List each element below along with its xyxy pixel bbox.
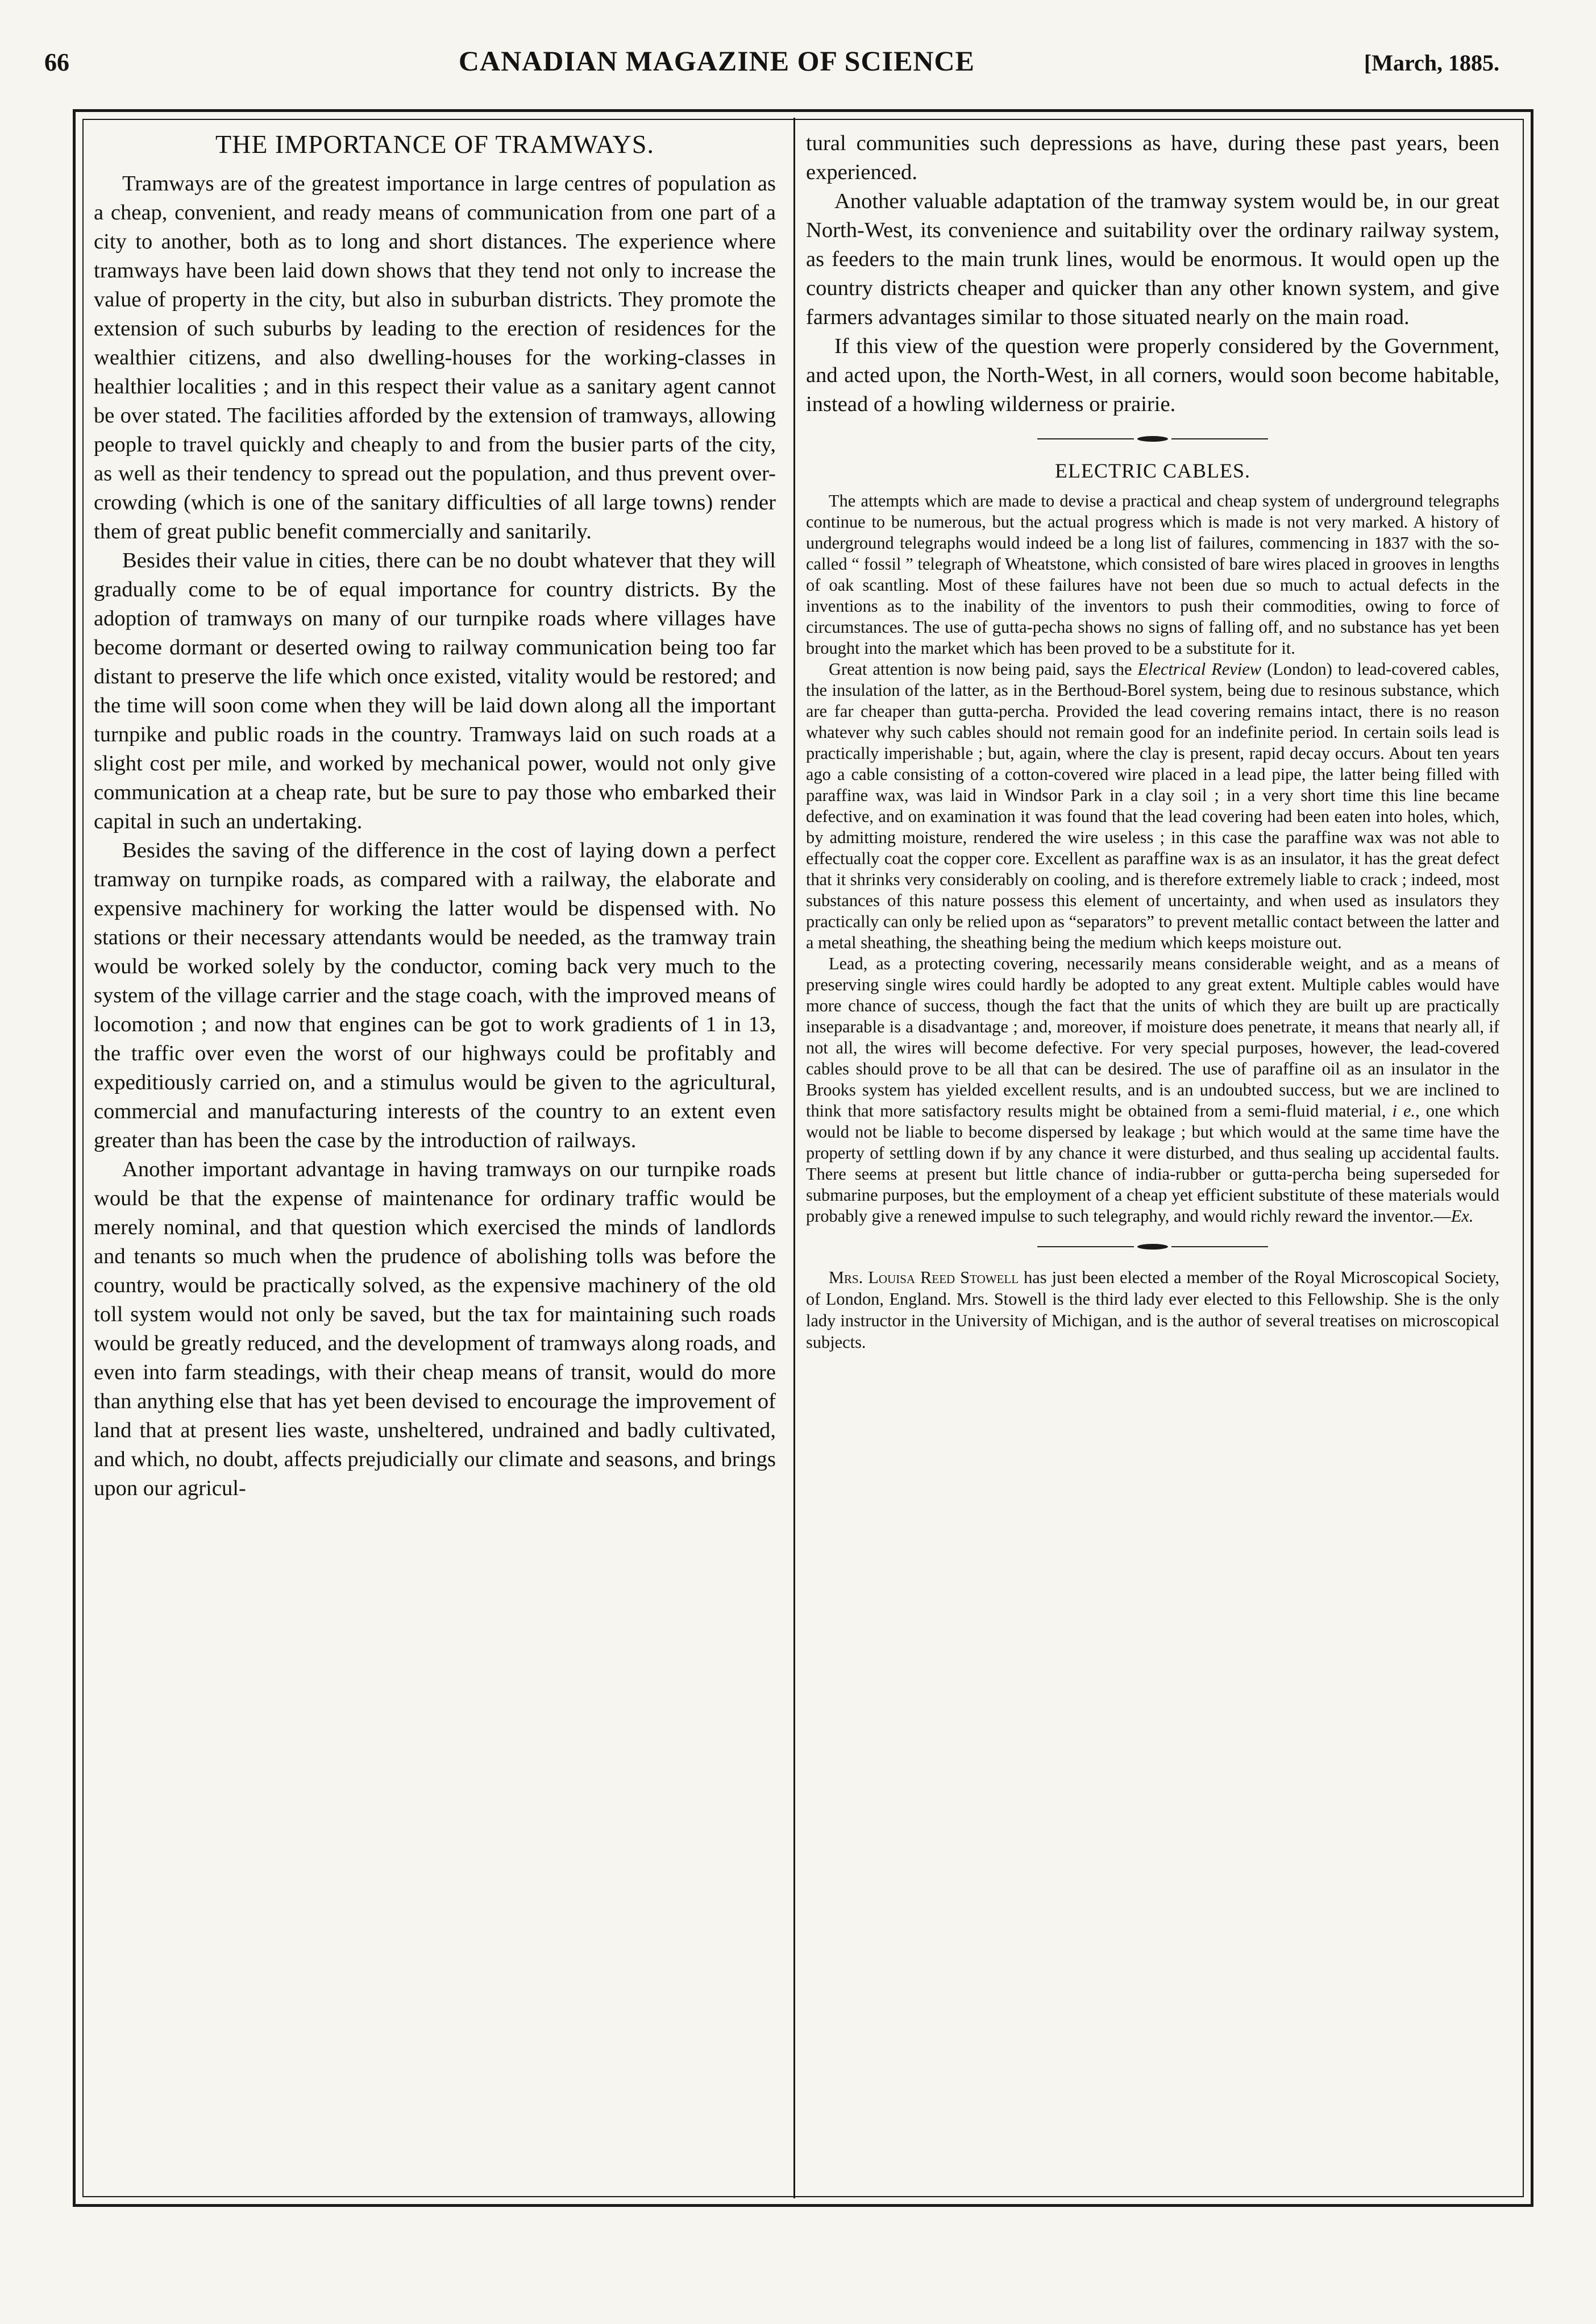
article-title-tramways: THE IMPORTANCE OF TRAMWAYS. (215, 130, 654, 159)
tramways-paragraph-3: Besides the saving of the difference in the cost of laying down a perfect tramway on turnpike roads, as compared with a railway, the elaborate and expensive machinery for working the latter would be dispensed with. No stations or their necessary attendants would be needed, as the tramway train would be worked solely by the conductor, coming back very much to the system of the village carrier and the stage coach, with the improved means of locomotion ; and now that engines can be got to work gradients of 1 in 13, the traffic over even the worst of our highways could be profitably and expeditiously carried on, and a stimulus would be given to the agricultural, commercial and manufacturing interests of the country to an extent even greater than has been the case by the introduction of railways. (94, 839, 776, 1152)
cables-p2-before: Great attention is now being paid, says the (829, 659, 1138, 679)
cables-paragraph-3 (806, 953, 1499, 1227)
cables-paragraph-2 (806, 659, 1499, 953)
tramways-paragraph-1: Tramways are of the greatest importance in large centres of population as a cheap, convenient, and ready means of communication from one part of a city to another, both as to long and short distances. The experience where tramways have been laid down shows that they tend not only to increase the value of property in the city, but also in suburban districts. They promote the extension of such suburbs by leading to the erection of residences for the wealthier citizens, and also dwelling-houses for the working-classes in healthier localities ; and in this respect their value as a sanitary agent cannot be over stated. The facilities afforded by the extension of tramways, allowing people to travel quickly and cheaply to and from the busier parts of the city, as well as their tendency to spread out the population, and thus prevent over-crowding (which is one of the sanitary difficulties of all large towns) render them of great public benefit commercially and sanitarily. (94, 172, 776, 543)
cables-p3-main: Lead, as a protecting covering, necessarily means considerable weight, and as a means of preserving single wires could hardly be adopted to any great extent. Multiple cables would have more chance of success, though the fact that the units of which they are built up are practically inseparable is a disadvantage ; and, moreover, if moisture does penetrate, it means that nearly all, if not all, the wires will become defective. For very special purposes, however, the lead-covered cables should prove to be all that can be desired. The use of paraffine oil as an insulator in the Brooks system has yielded excellent results, and is an undoubted success, but we are inclined to think that more satisfactory results might be obtained from a semi-fluid material, (806, 954, 1499, 1120)
section-separator (806, 436, 1499, 442)
stowell-paragraph (806, 1267, 1499, 1353)
separator-line (1037, 438, 1134, 439)
right-column (806, 129, 1499, 2194)
article-title-cables: ELECTRIC CABLES. (1054, 459, 1250, 482)
tramways-continuation-3: If this view of the question were properly considered by the Government, and acted upon, the North-West, in all corners, would soon become habitable, instead of a howling wilderness or prairie. (806, 334, 1499, 416)
cables-p3-ie: i e. (1392, 1101, 1416, 1120)
separator-line (1171, 1246, 1268, 1247)
journal-title: CANADIAN MAGAZINE OF SCIENCE (458, 45, 975, 77)
stowell-note (806, 1267, 1499, 1353)
cables-paragraph-1: The attempts which are made to devise a practical and cheap system of underground telegraphs continue to be numerous, but the actual progress which is made is not very marked. A history of underground telegraphs would indeed be a long list of failures, commencing in 1837 with the so-called “ fossil ” telegraph of Wheatstone, which consisted of bare wires placed in grooves in lengths of oak scantling. Most of these failures have not been due so much to actual defects in the inventions as to the inability of the inventors to push their commodities, owing to force of circumstances. The use of gutta-pecha shows no signs of falling off, and no substance has yet been brought into the market which has been proved to be a substitute for it. (806, 491, 1499, 658)
publication-name: Electrical Review (1137, 659, 1262, 679)
stowell-text: has just been elected a member of the Royal Microscopical Society, of London, England. Mrs. Stowell is the third lady ever elected to this Fellowship. She is the only lady instructor in the University of Michigan, and is the author of several treatises on microscopical subjects. (806, 1268, 1499, 1352)
tramways-continuation (806, 129, 1499, 419)
cables-p2-after: (London) to lead-covered cables, the insulation of the latter, as in the Berthoud-Borel system, being due to resinous substance, which are far cheaper than gutta-percha. Provided the lead covering remains intact, there is no reason whatever why such cables should not remain good for an indefinite period. In certain soils lead is practically imperishable ; but, again, where the clay is present, rapid decay occurs. About ten years ago a cable consisting of a cotton-covered wire placed in a lead pipe, the latter being filled with paraffine wax, was laid in Windsor Park in a clay soil ; in a very short time this line became defective, and on examination it was found that the lead covering had been eaten into holes, which, by admitting moisture, rendered the wire useless ; in this case the paraffine wax was not able to effectually coat the copper core. Excellent as paraffine wax is as an insulator, it has the great defect that it shrinks very considerably on cooling, and is therefore extremely liable to crack ; indeed, most substances of this nature possess this element of uncertainty, and when used as insulators they practically can only be relied upon as “separators” to prevent metallic contact between the latter and a metal sheathing, the sheathing being the medium which keeps moisture out. (806, 659, 1500, 952)
stowell-name: Mrs. Louisa Reed Stowell (829, 1268, 1019, 1287)
page-number: 66 (44, 48, 69, 76)
column-divider (793, 118, 795, 2198)
separator-line (1037, 1246, 1134, 1247)
page-frame (73, 109, 1533, 2207)
tramways-paragraph-2: Besides their value in cities, there can be no doubt whatever that they will gradually come to be of equal importance for country districts. By the adoption of tramways on many of our turnpike roads where villages have become dormant or deserted owing to railway communication being too far distant to preserve the life which once existed, vitality would be restored; and the time will soon come when they will be laid down along all the important turnpike and public roads in the country. Tramways laid on such roads at a slight cost per mile, and worked by mechanical power, would not only give communication at a cheap rate, but be sure to pay those who embarked their capital in such an undertaking. (94, 549, 776, 833)
tramways-continuation-2: Another valuable adaptation of the tramway system would be, in our great North-West, its convenience and suitability over the ordinary railway system, as feeders to the main trunk lines, would be enormous. It would open up the country districts cheaper and quicker than any other known system, and give farmers advantages similar to those situated nearly on the main road. (806, 189, 1499, 329)
running-head (44, 44, 1499, 84)
cables-article (806, 491, 1499, 1227)
source-credit: Ex. (1450, 1206, 1474, 1226)
left-column (94, 129, 776, 2194)
tramways-continuation-1: tural communities such depressions as have, during these past years, been experienced. (806, 131, 1499, 184)
section-separator (806, 1244, 1499, 1250)
issue-date: [March, 1885. (1364, 50, 1499, 76)
separator-ornament (1137, 436, 1168, 442)
separator-ornament (1137, 1244, 1168, 1250)
separator-line (1171, 438, 1268, 439)
tramways-paragraph-4: Another important advantage in having tramways on our turnpike roads would be that the expense of maintenance for ordinary traffic would be merely nominal, and that question which exercised the minds of landlords and tenants so much when the prudence of abolishing tolls was before the country, would be practically solved, as the expensive machinery of the old toll system would not only be saved, but the tax for maintaining such roads would be greatly reduced, and the development of tramways along roads, and even into farm steadings, with their cheap means of transit, would do more than anything else that has yet been devised to encourage the improvement of land that at present lies waste, unsheltered, undrained and badly cultivated, and which, no doubt, affects prejudicially our climate and seasons, and brings upon our agricul- (94, 1157, 776, 1500)
cables-p3-rest: , one which would not be liable to become dispersed by leakage ; but which would at the same time have the property of settling down if by any chance it were disturbed, and thus sealing up accidental faults. There seems at present but little chance of india-rubber or gutta-percha being superseded for submarine purposes, but the employment of a cheap yet efficient substitute of these materials would probably give a renewed impulse to such telegraphy, and would richly reward the inventor.— (806, 1101, 1499, 1226)
